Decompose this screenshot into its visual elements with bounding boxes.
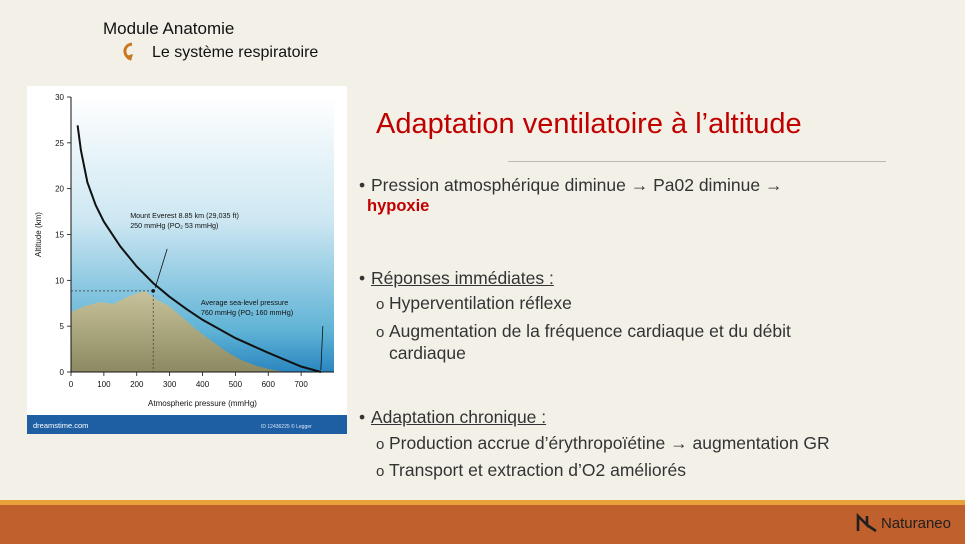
x-tick-label: 100: [97, 380, 111, 389]
everest-label-line2: 250 mmHg (PO₂ 53 mmHg): [130, 220, 219, 230]
x-tick-label: 300: [162, 380, 177, 389]
circle-bullet-icon: o: [376, 296, 385, 313]
brand-name: Naturaneo: [880, 514, 951, 532]
x-tick-label: 200: [130, 380, 144, 389]
chronic-heading: Adaptation chronique :: [371, 407, 547, 427]
sub-item: [376, 293, 572, 314]
x-tick-label: 500: [228, 380, 243, 389]
y-tick-label: 15: [55, 230, 64, 240]
image-id-text: ID 12436225 © Legger: [261, 424, 312, 430]
y-tick-label: 5: [59, 322, 64, 332]
naturaneo-logo-icon: [856, 513, 878, 533]
title-divider: [508, 161, 886, 162]
circle-bullet-icon: o: [376, 324, 385, 341]
immediate-heading: Réponses immédiates :: [371, 268, 554, 288]
bullet-immediate: [359, 268, 554, 289]
sub-item-text: Production accrue d’érythropoïétine → augmentation GR: [389, 433, 830, 453]
y-tick-label: 10: [55, 276, 64, 286]
y-tick-label: 30: [55, 93, 64, 102]
sub-item: [376, 460, 686, 481]
y-tick-label: 20: [55, 184, 64, 194]
sub-item-text: Augmentation de la fréquence cardiaque et du débit: [389, 321, 791, 341]
circle-bullet-icon: o: [376, 463, 385, 480]
watermark-text: dreamstime.com: [33, 421, 89, 430]
footer-band: [0, 505, 965, 544]
bullet-dot-icon: •: [359, 407, 366, 427]
bullet-dot-icon: •: [359, 268, 366, 288]
sub-item-text: Hyperventilation réflexe: [389, 293, 572, 313]
x-tick-label: 0: [68, 380, 74, 389]
sea-level-label-line1: Average sea-level pressure: [200, 298, 289, 307]
x-tick-label: 400: [195, 380, 210, 389]
bullet-pressure-text: Pression atmosphérique diminue → Pa02 diminue →: [371, 175, 783, 195]
circle-bullet-icon: o: [376, 436, 385, 453]
bullet-chronic: [359, 407, 546, 428]
sub-item-text: Transport et extraction d’O2 améliorés: [389, 460, 686, 480]
module-title: Module Anatomie: [103, 19, 235, 38]
x-tick-label: 600: [261, 380, 275, 389]
curved-arrow-icon: [118, 42, 140, 64]
hypoxie-highlight: hypoxie: [367, 197, 430, 215]
sub-item: [376, 433, 830, 454]
y-axis-label: Altitude (km): [34, 212, 43, 257]
bullet-dot-icon: •: [359, 175, 366, 195]
sub-item-continuation: cardiaque: [389, 343, 466, 363]
everest-label-line1: Mount Everest 8.85 km (29,035 ft): [130, 210, 239, 220]
x-axis-label: Atmospheric pressure (mmHg): [148, 399, 257, 408]
module-subtitle: Le système respiratoire: [152, 44, 319, 61]
y-tick-label: 0: [59, 368, 64, 377]
altitude-pressure-chart: [27, 86, 347, 434]
bullet-pressure: [359, 175, 782, 196]
brand-logo: [856, 513, 951, 533]
x-tick-label: 700: [294, 380, 308, 389]
sub-item: [376, 321, 791, 342]
everest-point: [151, 289, 155, 293]
sea-level-label-line2: 760 mmHg (PO₂ 160 mmHg): [200, 308, 294, 317]
slide-title: Adaptation ventilatoire à l’altitude: [376, 108, 802, 140]
y-tick-label: 25: [55, 138, 64, 148]
